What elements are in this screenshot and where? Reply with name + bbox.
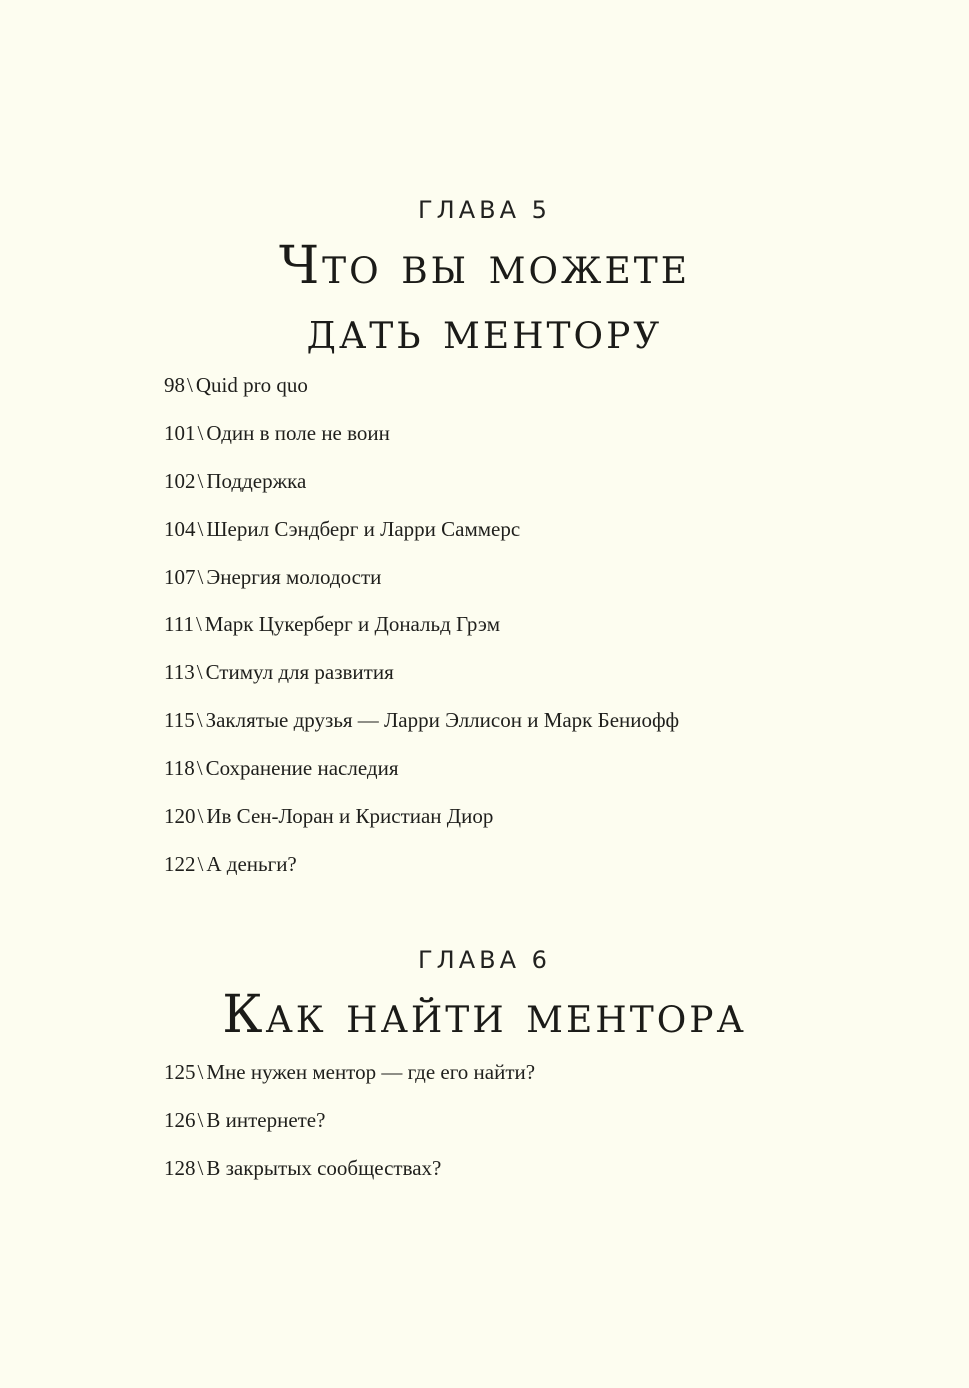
entry-title: Энергия молодости [206,565,382,589]
toc-entry[interactable] [164,611,500,637]
entry-title: Мне нужен ментор — где его найти? [206,1060,536,1084]
entry-title: В закрытых сообществах? [206,1156,442,1180]
entry-title: А деньги? [206,852,297,876]
toc-entry[interactable] [164,516,520,542]
page-number: 115 [164,708,195,732]
chapter-title-line-1: Как найти ментора [222,985,747,1045]
separator: \ [197,804,204,828]
toc-entry[interactable] [164,372,308,398]
page-number: 107 [164,565,196,589]
separator: \ [197,1108,204,1132]
toc-entry[interactable] [164,803,493,829]
separator: \ [197,565,204,589]
chapter-title-line-2: дать ментору [306,301,663,361]
page-number: 102 [164,469,196,493]
separator: \ [197,852,204,876]
chapter-label: ГЛАВА 6 [418,946,551,974]
toc-entry[interactable] [164,851,297,877]
entry-title: Quid pro quo [195,373,308,397]
page-number: 111 [164,612,194,636]
separator: \ [196,756,203,780]
entry-title: Стимул для развития [205,660,394,684]
entry-title: Поддержка [206,469,307,493]
entry-title: Один в поле не воин [206,421,390,445]
toc-entry[interactable] [164,1059,535,1085]
entry-title: В интернете? [206,1108,326,1132]
separator: \ [196,708,203,732]
toc-entry[interactable] [164,420,390,446]
toc-entry[interactable] [164,564,381,590]
entry-title: Марк Цукерберг и Дональд Грэм [204,612,501,636]
page-number: 118 [164,756,195,780]
toc-entry[interactable] [164,1155,441,1181]
separator: \ [197,469,204,493]
toc-entry[interactable] [164,755,398,781]
toc-entry[interactable] [164,1107,325,1133]
page-number: 128 [164,1156,196,1180]
toc-entry[interactable] [164,659,394,685]
page-number: 120 [164,804,196,828]
entry-title: Сохранение наследия [205,756,399,780]
separator: \ [196,660,203,684]
separator: \ [197,1060,204,1084]
entry-title: Ив Сен-Лоран и Кристиан Диор [206,804,494,828]
page-number: 126 [164,1108,196,1132]
page-number: 98 [164,373,185,397]
page-number: 101 [164,421,196,445]
page-number: 122 [164,852,196,876]
separator: \ [195,612,202,636]
chapter-label: ГЛАВА 5 [418,196,551,224]
page-number: 125 [164,1060,196,1084]
entry-title: Заклятые друзья — Ларри Эллисон и Марк Бениофф [205,708,680,732]
chapter-title-line-1: Что вы можете [278,236,691,296]
toc-entry[interactable] [164,707,679,733]
separator: \ [197,421,204,445]
toc-entry[interactable] [164,468,306,494]
entry-title: Шерил Сэндберг и Ларри Саммерс [206,517,521,541]
separator: \ [187,373,193,397]
separator: \ [197,517,204,541]
page-number: 113 [164,660,195,684]
page-number: 104 [164,517,196,541]
separator: \ [197,1156,204,1180]
